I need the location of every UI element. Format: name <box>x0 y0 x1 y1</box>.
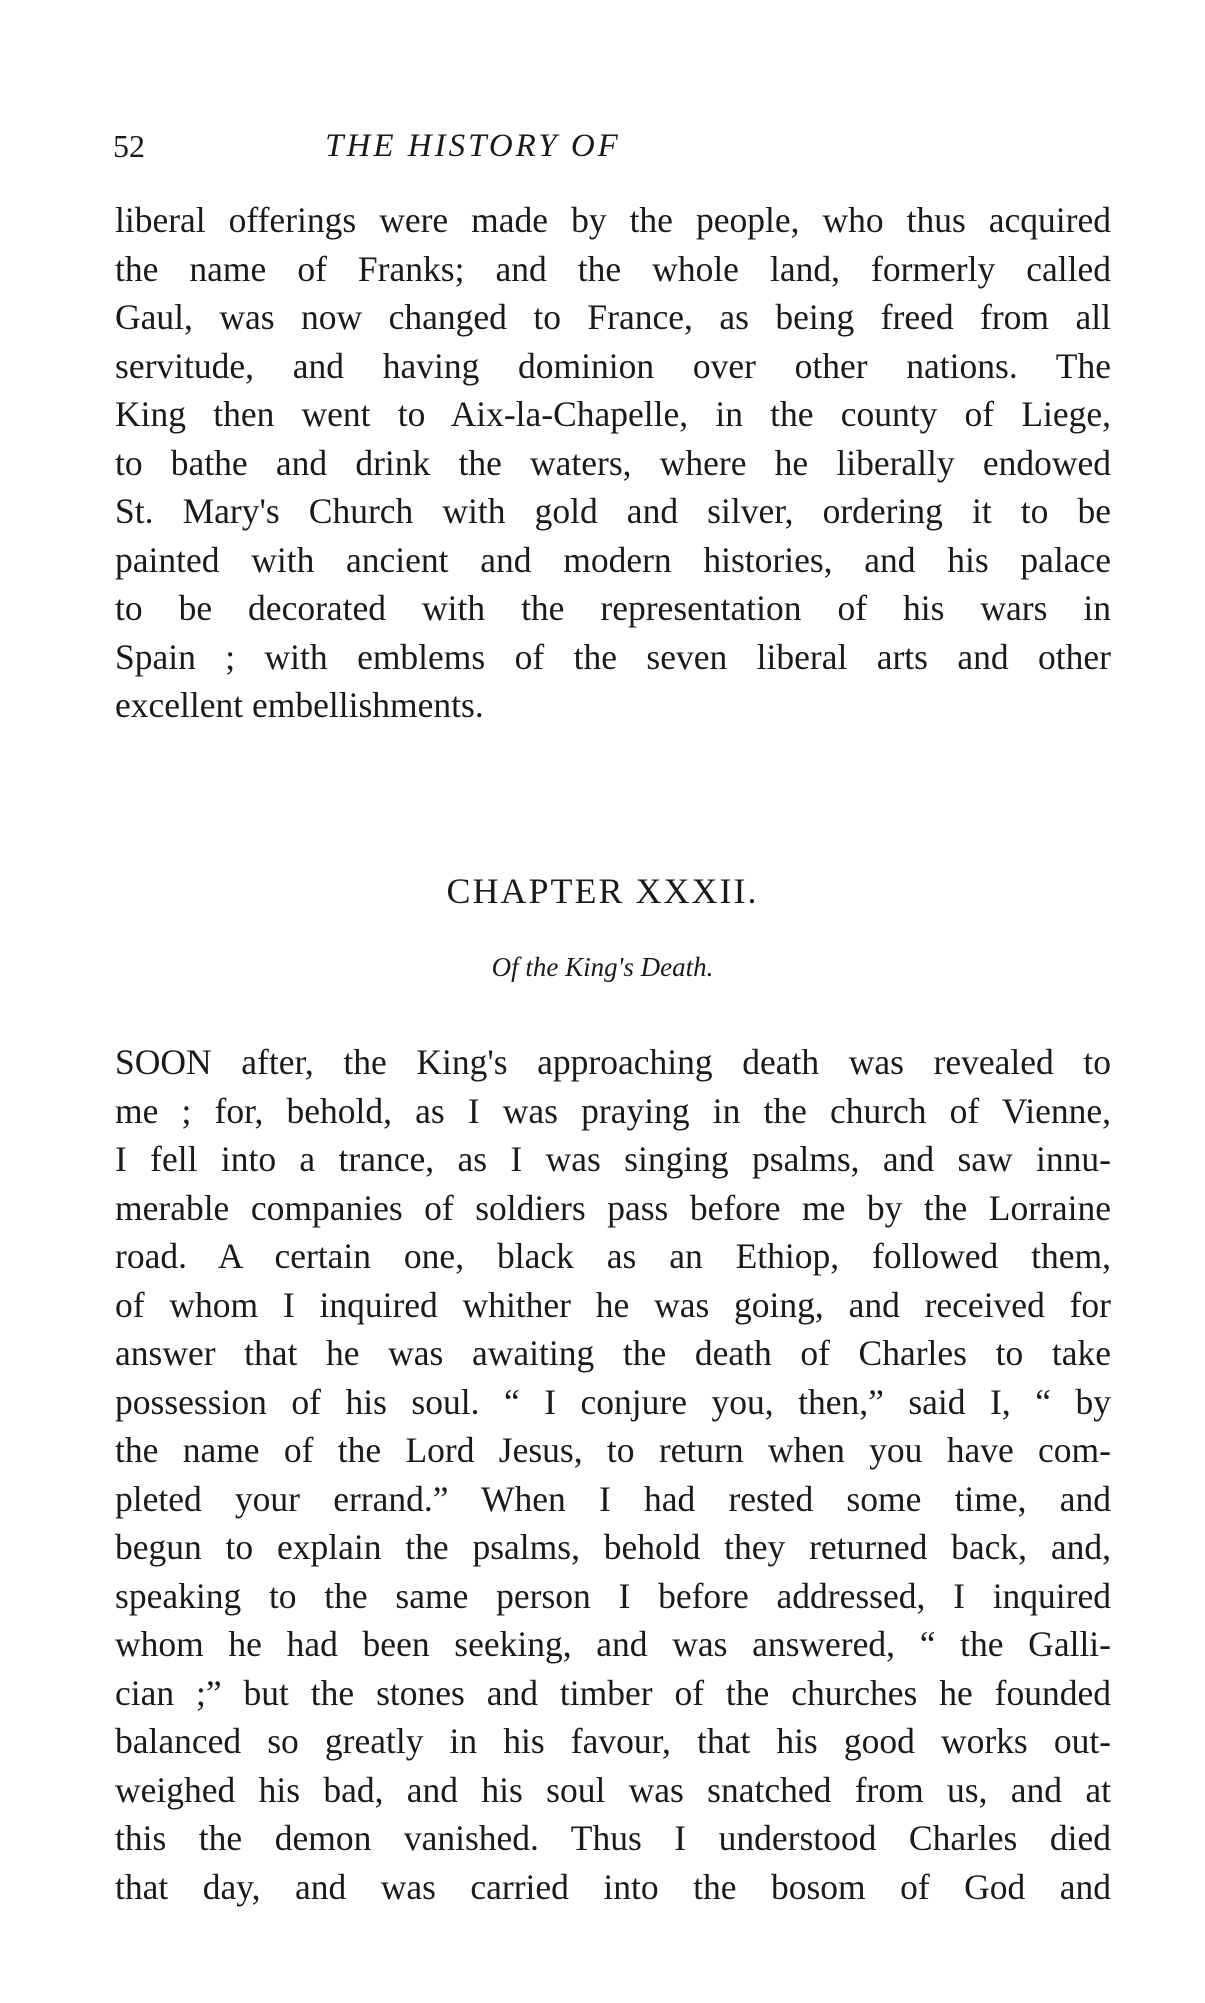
page-header <box>113 128 1113 172</box>
running-head: THE HISTORY OF <box>325 128 621 164</box>
text-line: to bathe and drink the waters, where he liberally endowed <box>115 442 1111 483</box>
text-line: this the demon vanished. Thus I understood Charles died <box>115 1818 1111 1858</box>
text-line: excellent embellishments. <box>115 685 484 725</box>
text-line: whom he had been seeking, and was answered, “ the Galli- <box>115 1624 1111 1664</box>
text-line: painted with ancient and modern histories, and his palace <box>115 539 1111 580</box>
paragraph-1 <box>115 196 1111 730</box>
paragraph-2 <box>115 1038 1111 1911</box>
text-line: speaking to the same person I before addressed, I inquired <box>115 1575 1111 1616</box>
text-line: balanced so greatly in his favour, that his good works out- <box>115 1721 1111 1761</box>
text-line: merable companies of soldiers pass before me by the Lorraine <box>115 1187 1111 1228</box>
text-line: servitude, and having dominion over other nations. The <box>115 345 1111 386</box>
text-line: me ; for, behold, as I was praying in the church of Vienne, <box>115 1090 1111 1131</box>
chapter-subtitle: Of the King's Death. <box>491 952 714 982</box>
chapter-title: CHAPTER XXXII. <box>446 871 759 911</box>
page-number: 52 <box>113 128 145 164</box>
text-line: St. Mary's Church with gold and silver, ordering it to be <box>115 491 1111 531</box>
text-line: Gaul, was now changed to France, as being freed from all <box>115 297 1111 337</box>
text-line: that day, and was carried into the bosom of God and <box>115 1866 1111 1907</box>
text-line: of whom I inquired whither he was going, and received for <box>115 1284 1111 1325</box>
text-line: to be decorated with the representation of his wars in <box>115 588 1111 628</box>
text-line: King then went to Aix-la-Chapelle, in the county of Liege, <box>115 394 1111 434</box>
text-line: Spain ; with emblems of the seven liberal arts and other <box>115 636 1111 677</box>
text-line: road. A certain one, black as an Ethiop, followed them, <box>115 1236 1111 1276</box>
text-line: possession of his soul. “ I conjure you, then,” said I, “ by <box>115 1381 1111 1422</box>
text-line: SOON after, the King's approaching death was revealed to <box>115 1042 1111 1082</box>
text-line: begun to explain the psalms, behold they returned back, and, <box>115 1527 1111 1567</box>
text-line: the name of the Lord Jesus, to return when you have com- <box>115 1430 1111 1470</box>
text-line: weighed his bad, and his soul was snatched from us, and at <box>115 1769 1111 1810</box>
text-line: I fell into a trance, as I was singing psalms, and saw innu- <box>115 1139 1111 1179</box>
text-line: liberal offerings were made by the people, who thus acquired <box>115 200 1111 240</box>
text-line: the name of Franks; and the whole land, formerly called <box>115 248 1111 289</box>
text-line: answer that he was awaiting the death of Charles to take <box>115 1333 1111 1373</box>
text-line: pleted your errand.” When I had rested some time, and <box>115 1478 1111 1519</box>
text-line: cian ;” but the stones and timber of the churches he founded <box>115 1672 1111 1713</box>
